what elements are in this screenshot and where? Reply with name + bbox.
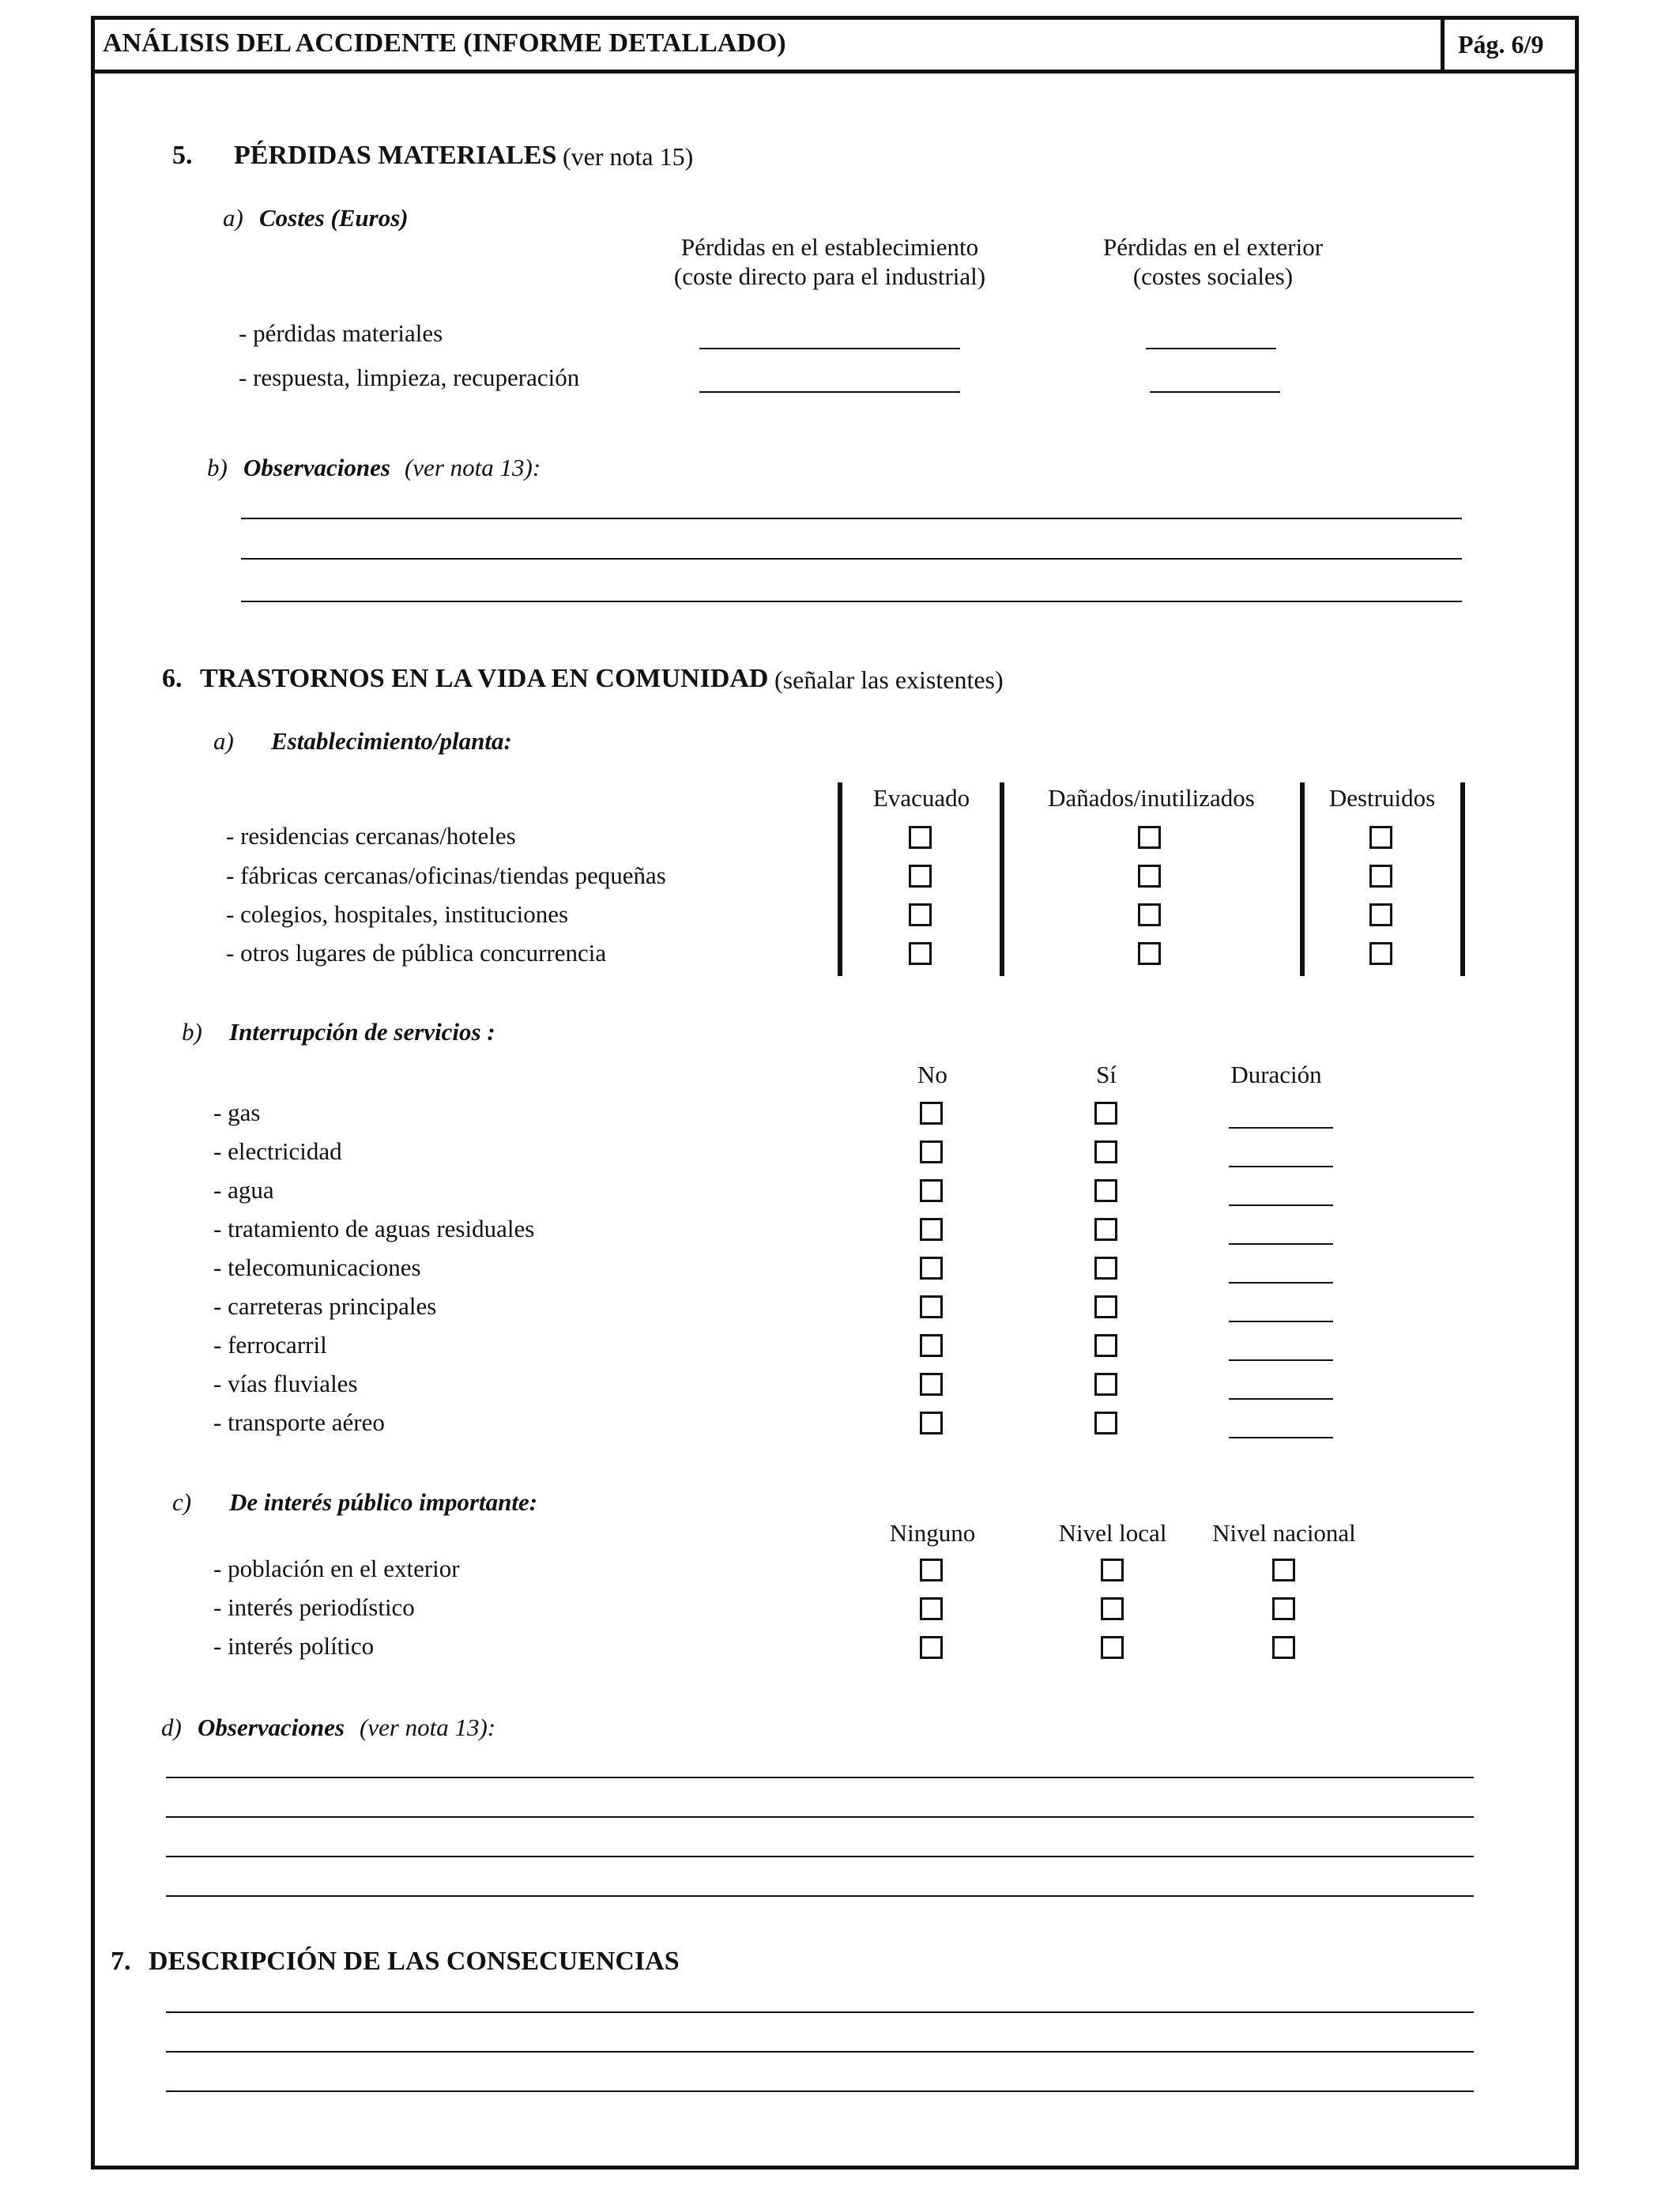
field-telecomunicaciones-duracion[interactable]: [1229, 1282, 1333, 1284]
row-carreteras: - carreteras principales: [213, 1292, 437, 1320]
checkbox-colegios-evacuado[interactable]: [909, 903, 932, 926]
row-electricidad: - electricidad: [213, 1137, 342, 1165]
checkbox-electricidad-no[interactable]: [920, 1140, 943, 1163]
checkbox-gas-no[interactable]: [920, 1102, 943, 1125]
row-telecomunicaciones: - telecomunicaciones: [213, 1253, 421, 1281]
section-5a-label: a): [223, 204, 243, 232]
row-transporte-aereo: - transporte aéreo: [213, 1408, 385, 1436]
checkbox-politico-local[interactable]: [1101, 1636, 1124, 1659]
row-agua: - agua: [213, 1176, 274, 1204]
section-5a-title: Costes (Euros): [259, 204, 409, 232]
section-6c-title: De interés público importante:: [229, 1488, 538, 1516]
section-6b-title: Interrupción de servicios :: [229, 1018, 495, 1046]
checkbox-telecomunicaciones-si[interactable]: [1094, 1257, 1117, 1280]
col-nivel-local: Nivel local: [1058, 1519, 1167, 1547]
checkbox-agua-no[interactable]: [920, 1179, 943, 1202]
descripcion-line-2[interactable]: [166, 2051, 1474, 2053]
checkbox-periodistico-ninguno[interactable]: [920, 1597, 943, 1620]
checkbox-otros-danados[interactable]: [1138, 942, 1161, 965]
checkbox-vias-fluviales-no[interactable]: [920, 1373, 943, 1396]
checkbox-carreteras-no[interactable]: [920, 1295, 943, 1318]
checkbox-electricidad-si[interactable]: [1094, 1140, 1117, 1163]
checkbox-carreteras-si[interactable]: [1094, 1295, 1117, 1318]
observaciones-6-line-2[interactable]: [166, 1816, 1474, 1818]
checkbox-poblacion-ninguno[interactable]: [920, 1559, 943, 1581]
descripcion-line-3[interactable]: [166, 2090, 1474, 2092]
col-header-establecimiento-sub: (coste directo para el industrial): [673, 262, 986, 290]
observaciones-5-line-3[interactable]: [241, 601, 1462, 602]
row-perdidas-materiales: - pérdidas materiales: [239, 319, 443, 347]
header-title: ANÁLISIS DEL ACCIDENTE (INFORME DETALLADO): [103, 28, 786, 58]
checkbox-fabricas-destruidos[interactable]: [1369, 865, 1392, 888]
checkbox-aguas-residuales-no[interactable]: [920, 1218, 943, 1241]
checkbox-poblacion-local[interactable]: [1101, 1559, 1124, 1581]
field-respuesta-exterior[interactable]: [1150, 391, 1280, 393]
checkbox-fabricas-danados[interactable]: [1138, 865, 1161, 888]
checkbox-politico-ninguno[interactable]: [920, 1636, 943, 1659]
section-5-number: 5.: [172, 141, 193, 170]
col-no: No: [917, 1061, 947, 1088]
observaciones-6-line-1[interactable]: [166, 1777, 1474, 1778]
row-respuesta-limpieza: - respuesta, limpieza, recuperación: [239, 364, 580, 391]
checkbox-otros-evacuado[interactable]: [909, 942, 932, 965]
section-7-title: DESCRIPCIÓN DE LAS CONSECUENCIAS: [149, 1947, 680, 1976]
checkbox-telecomunicaciones-no[interactable]: [920, 1257, 943, 1280]
checkbox-transporte-aereo-no[interactable]: [920, 1412, 943, 1434]
section-6c-label: c): [172, 1488, 192, 1516]
field-vias-fluviales-duracion[interactable]: [1229, 1398, 1333, 1400]
field-agua-duracion[interactable]: [1229, 1204, 1333, 1206]
section-6d-title: Observaciones: [198, 1713, 345, 1741]
section-6a-label: a): [213, 727, 234, 755]
row-colegios: - colegios, hospitales, instituciones: [226, 900, 569, 928]
field-aguas-residuales-duracion[interactable]: [1229, 1243, 1333, 1245]
observaciones-5-line-1[interactable]: [241, 518, 1462, 519]
observaciones-6-line-3[interactable]: [166, 1856, 1474, 1857]
row-interes-periodistico: - interés periodístico: [213, 1593, 415, 1621]
checkbox-residencias-danados[interactable]: [1138, 826, 1161, 849]
section-6b-label: b): [182, 1018, 202, 1046]
checkbox-fabricas-evacuado[interactable]: [909, 865, 932, 888]
checkbox-ferrocarril-si[interactable]: [1094, 1334, 1117, 1357]
row-interes-politico: - interés político: [213, 1632, 375, 1660]
checkbox-agua-si[interactable]: [1094, 1179, 1117, 1202]
col-duracion: Duración: [1230, 1061, 1322, 1088]
checkbox-colegios-danados[interactable]: [1138, 903, 1161, 926]
section-5b-label: b): [207, 454, 228, 481]
field-perdidas-establecimiento[interactable]: [699, 348, 960, 349]
descripcion-line-1[interactable]: [166, 2011, 1474, 2013]
table-a-rule-3: [1300, 782, 1305, 976]
field-perdidas-exterior[interactable]: [1146, 348, 1276, 349]
section-6d-note: (ver nota 13):: [360, 1713, 496, 1741]
section-5b-note: (ver nota 13):: [405, 454, 541, 481]
checkbox-politico-nacional[interactable]: [1272, 1636, 1295, 1659]
section-6-note: (señalar las existentes): [774, 665, 1004, 694]
section-7-number: 7.: [111, 1947, 131, 1976]
col-header-exterior-sub: (costes sociales): [1132, 262, 1294, 290]
row-gas: - gas: [213, 1099, 261, 1126]
header-divider: [91, 70, 1579, 74]
table-a-rule-2: [1000, 782, 1004, 976]
col-header-establecimiento: Pérdidas en el establecimiento: [680, 233, 979, 261]
checkbox-transporte-aereo-si[interactable]: [1094, 1412, 1117, 1434]
row-vias-fluviales: - vías fluviales: [213, 1370, 358, 1397]
row-fabricas: - fábricas cercanas/oficinas/tiendas pequeñas: [226, 861, 666, 889]
page-number: Pág. 6/9: [1458, 30, 1544, 58]
section-5-note: (ver nota 15): [563, 142, 694, 171]
checkbox-colegios-destruidos[interactable]: [1369, 903, 1392, 926]
table-a-rule-4: [1460, 782, 1465, 976]
observaciones-6-line-4[interactable]: [166, 1895, 1474, 1897]
field-gas-duracion[interactable]: [1229, 1127, 1333, 1129]
row-residencias: - residencias cercanas/hoteles: [226, 822, 516, 850]
col-si: Sí: [1096, 1061, 1117, 1088]
col-nivel-nacional: Nivel nacional: [1212, 1519, 1356, 1547]
col-ninguno: Ninguno: [889, 1519, 976, 1547]
section-6-number: 6.: [162, 664, 183, 693]
field-ferrocarril-duracion[interactable]: [1229, 1359, 1333, 1361]
checkbox-aguas-residuales-si[interactable]: [1094, 1218, 1117, 1241]
field-respuesta-establecimiento[interactable]: [699, 391, 960, 393]
header-separator: [1441, 16, 1445, 71]
row-poblacion-exterior: - población en el exterior: [213, 1555, 460, 1582]
field-electricidad-duracion[interactable]: [1229, 1166, 1333, 1167]
checkbox-ferrocarril-no[interactable]: [920, 1334, 943, 1357]
section-6-title: TRASTORNOS EN LA VIDA EN COMUNIDAD: [200, 664, 769, 693]
checkbox-otros-destruidos[interactable]: [1369, 942, 1392, 965]
section-6a-title: Establecimiento/planta:: [271, 727, 512, 755]
checkbox-residencias-evacuado[interactable]: [909, 826, 932, 849]
col-danados: Dañados/inutilizados: [1048, 784, 1255, 812]
section-5-title: PÉRDIDAS MATERIALES: [234, 141, 557, 170]
checkbox-periodistico-local[interactable]: [1101, 1597, 1124, 1620]
checkbox-periodistico-nacional[interactable]: [1272, 1597, 1295, 1620]
observaciones-5-line-2[interactable]: [241, 558, 1462, 560]
row-ferrocarril: - ferrocarril: [213, 1331, 327, 1359]
col-destruidos: Destruidos: [1328, 784, 1436, 812]
col-header-exterior: Pérdidas en el exterior: [1102, 233, 1324, 261]
col-evacuado: Evacuado: [872, 784, 970, 812]
table-a-rule-1: [838, 782, 842, 976]
row-otros-lugares: - otros lugares de pública concurrencia: [226, 939, 607, 967]
checkbox-vias-fluviales-si[interactable]: [1094, 1373, 1117, 1396]
checkbox-residencias-destruidos[interactable]: [1369, 826, 1392, 849]
checkbox-gas-si[interactable]: [1094, 1102, 1117, 1125]
field-carreteras-duracion[interactable]: [1229, 1321, 1333, 1322]
row-aguas-residuales: - tratamiento de aguas residuales: [213, 1215, 535, 1242]
checkbox-poblacion-nacional[interactable]: [1272, 1559, 1295, 1581]
section-6d-label: d): [161, 1713, 182, 1741]
field-transporte-aereo-duracion[interactable]: [1229, 1437, 1333, 1438]
section-5b-title: Observaciones: [243, 454, 390, 481]
